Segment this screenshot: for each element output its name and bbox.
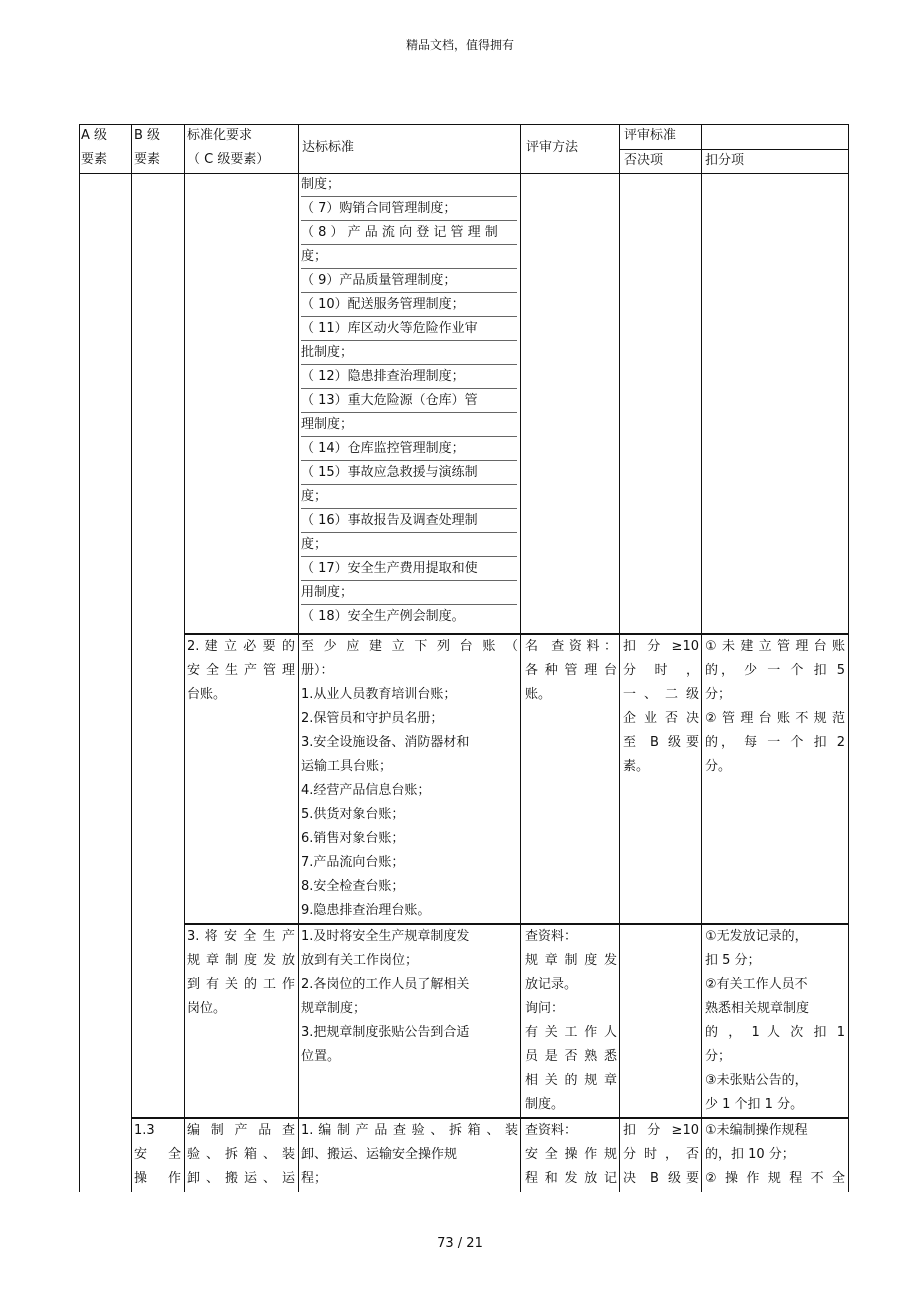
row3-method: 查资料： 规 章 制 度 发 放记录。 询问： 有 关 工 作 人 员 是 否 熟 悉 相 关 的 规 章 制度。 — [525, 929, 617, 1112]
row3-deduction: ①无发放记录的， 扣 5 分； ②有关工作人员不 熟悉相关规章制度 的 ， 1 人 次 扣 1 分； ③未张贴公告的， 少 1 个扣 1 分。 — [705, 929, 845, 1112]
header-criteria: 评审标准 — [624, 128, 677, 143]
row2-standard: 至 少 应 建 立 下 列 台 账 （ 册）： 1.从业人员教育培训台账； 2.保管员和守护员名册； 3.安全设施设备、消防器材和 运输工具台账； 4.经营产品信息台账； 5.供货对象台账； 6.销售对象台账； 7.产品流向台账； 8.安全检查台账； 9.隐患排查治理台账。 — [301, 639, 518, 918]
page-number: 73 / 21 — [437, 1236, 483, 1251]
row3-standard: 1.及时将安全生产规章制度发 放到有关工作岗位； 2.各岗位的工作人员了解相关 规章制度； 3.把规章制度张贴公告到合适 位置。 — [301, 929, 470, 1064]
header-standard: 达标标准 — [302, 140, 355, 155]
row4-c-level: 编 制 产 品 查 验 、 拆 箱 、 装 卸 、 搬 运 、 运 — [187, 1123, 295, 1186]
header-c-level: 标准化要求 （ C 级要素） — [187, 128, 270, 167]
row2-veto: 扣 分 ≥10 分 时 ， 一 、 二 级 企 业 否 决 至 B 级要 素。 — [623, 639, 699, 774]
row3-c-level: 3. 将 安 全 生 产 规 章 制 度 发 放 到 有 关 的 工 作 岗位。 — [187, 929, 295, 1016]
row4-standard: 1. 编 制 产 品 查 验 、 拆 箱 、 装 卸、搬运、运输安全操作规 程； — [301, 1123, 518, 1186]
row4-b-level: 1.3 安 全 操 作 — [134, 1123, 181, 1186]
header-a-level: A 级 要素 — [81, 128, 108, 167]
page-header: 精品文档，值得拥有 — [405, 38, 514, 52]
standards-table — [79, 124, 849, 1192]
row2-c-level: 2. 建 立 必 要 的 安 全 生 产 管 理 台账。 — [187, 639, 295, 702]
header-veto: 否决项 — [624, 153, 664, 168]
row2-deduction: ①未建立管理台账 的， 少 一 个 扣 5 分； ②管理台账不规范 的， 每 一 个 扣 2 分。 — [705, 639, 845, 774]
header-b-level: B 级 要素 — [134, 128, 161, 167]
row4-method: 查资料： 安 全 操 作 规 程 和 发 放 记 — [525, 1123, 617, 1186]
row4-veto: 扣 分 ≥10 分 时 ， 否 决 B 级要 — [623, 1123, 699, 1186]
row1-standard: 制度； （ 7）购销合同管理制度； （ 8 ） 产 品 流 向 登 记 管 理 制 度； （ 9）产品质量管理制度； （ 10）配送服务管理制度； （ 11）库区动火等危险作业审 批制度； （ 12）隐患排查治理制度； （ 13）重大危险源（仓库）管 理制度； （ 14）仓库监控管理制度； （ 15）事故应急救援与演练制 度； （ 16）事故报告及调查处理制 度； （ 17）安全生产费用提取和使 用制度； （ 18）安全生产例会制度。 — [301, 177, 498, 624]
header-method: 评审方法 — [526, 140, 579, 155]
header-deduction: 扣分项 — [705, 153, 745, 168]
row4-deduction: ①未编制操作规程 的，扣 10 分； ② 操 作 规 程 不 全 — [705, 1123, 845, 1186]
row2-method: 名 查资料： 各 种 管 理 台 账。 — [525, 639, 617, 702]
